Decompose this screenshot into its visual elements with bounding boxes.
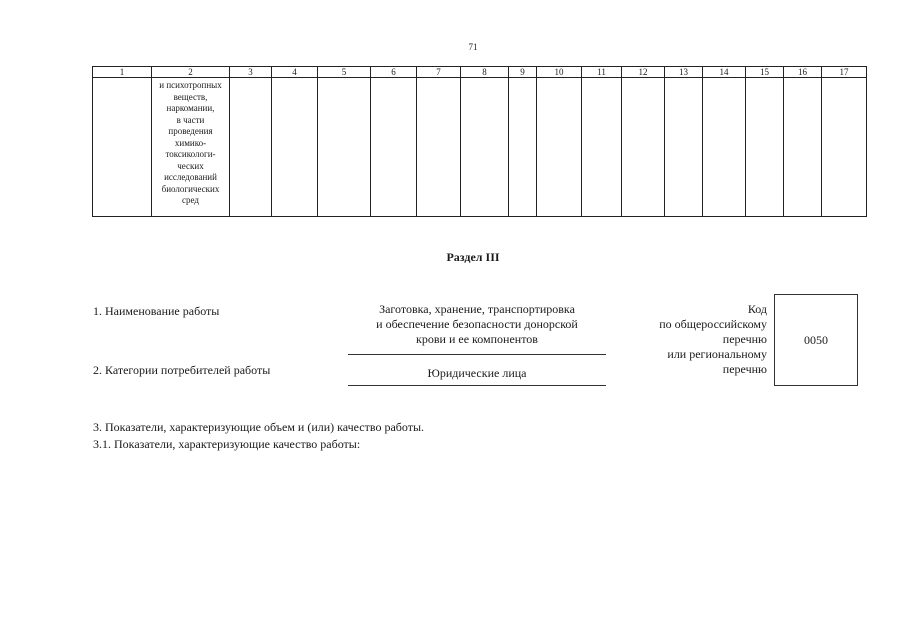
table-cell — [746, 78, 784, 217]
cell-text-line: в части — [176, 114, 205, 125]
cell-text-line: и психотропных — [159, 80, 222, 90]
cell-text-line: сред — [182, 195, 199, 205]
table-cell — [318, 78, 371, 217]
column-header: 8 — [461, 67, 509, 78]
column-header: 6 — [371, 67, 417, 78]
table-cell — [152, 78, 230, 217]
table-cell — [784, 78, 822, 217]
column-header: 14 — [703, 67, 746, 78]
cell-text-line: веществ, — [173, 91, 208, 102]
work-name-value — [348, 302, 606, 347]
table-cell — [622, 78, 665, 217]
table-cell — [272, 78, 318, 217]
table-cell — [509, 78, 537, 217]
column-header: 15 — [746, 67, 784, 78]
column-header: 17 — [822, 67, 867, 78]
table-cell — [371, 78, 417, 217]
consumers-label: 2. Категории потребителей работы — [93, 363, 271, 377]
code-label-line: перечню — [722, 362, 767, 376]
column-header: 9 — [509, 67, 537, 78]
code-label — [610, 302, 767, 377]
table-cell — [822, 78, 867, 217]
table-cell — [703, 78, 746, 217]
cell-text-line: токсикологи- — [165, 149, 216, 159]
column-header: 3 — [230, 67, 272, 78]
table-cell — [582, 78, 622, 217]
table-cell — [417, 78, 461, 217]
code-box — [774, 294, 858, 386]
cell-text — [152, 78, 229, 207]
table-cell — [537, 78, 582, 217]
indicators-heading: 3. Показатели, характеризующие объем и (или) качество работы. — [93, 420, 425, 434]
consumers-value: Юридические лица — [427, 366, 527, 380]
page-number: 71 — [468, 42, 478, 52]
cell-text-line: биологических — [161, 183, 220, 194]
column-header: 7 — [417, 67, 461, 78]
column-header: 10 — [537, 67, 582, 78]
table-cell — [461, 78, 509, 217]
column-header: 13 — [665, 67, 703, 78]
code-label-line: перечню — [722, 332, 767, 346]
cell-text-line: ческих — [177, 160, 204, 171]
work-name-line: крови и ее компонентов — [416, 332, 538, 346]
work-name-line: Заготовка, хранение, транспортировка — [379, 302, 575, 316]
column-header: 1 — [93, 67, 152, 78]
code-label-line: по общероссийскому — [659, 317, 767, 331]
code-label-line: Код — [747, 302, 767, 316]
work-name-line: и обеспечение безопасности донорской — [376, 317, 578, 331]
column-header: 16 — [784, 67, 822, 78]
column-header: 4 — [272, 67, 318, 78]
column-header: 12 — [622, 67, 665, 78]
code-value: 0050 — [804, 332, 828, 347]
column-header: 2 — [152, 67, 230, 78]
table-cell — [93, 78, 152, 217]
work-name-underline — [348, 354, 606, 355]
quality-indicators-heading: 3.1. Показатели, характеризующие качество работы: — [93, 437, 361, 451]
column-header: 5 — [318, 67, 371, 78]
section-title: Раздел III — [446, 250, 500, 264]
indicator-table — [92, 66, 867, 217]
cell-text-line: химико- — [174, 137, 207, 148]
table-header-row — [93, 67, 867, 78]
cell-text-line: наркомании, — [166, 103, 215, 113]
cell-text-line: исследований — [164, 172, 217, 182]
column-header: 11 — [582, 67, 622, 78]
table-cell — [665, 78, 703, 217]
consumers-underline — [348, 385, 606, 386]
cell-text-line: проведения — [168, 126, 213, 136]
table-row — [93, 78, 867, 217]
work-name-label: 1. Наименование работы — [93, 304, 220, 318]
table-cell — [230, 78, 272, 217]
code-label-line: или региональному — [667, 347, 767, 361]
